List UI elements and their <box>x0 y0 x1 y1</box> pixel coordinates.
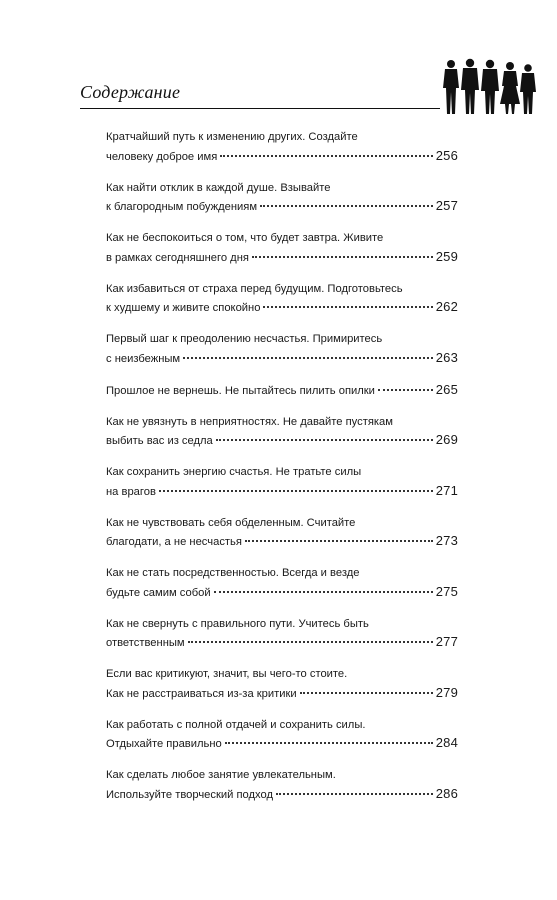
page-number: 256 <box>435 147 458 163</box>
page-number: 277 <box>435 634 458 649</box>
dot-leader <box>300 692 433 694</box>
toc-entry-lastline <box>106 785 458 805</box>
toc-entry[interactable] <box>106 716 458 754</box>
toc-entry-text: с неизбежным <box>106 352 181 365</box>
toc-entry-text: Используйте творческий подход <box>106 788 274 801</box>
toc-entry-line: Как не беспокоиться о том, что будет завтра. Живите <box>106 232 384 244</box>
toc-entry-text: будьте самим собой <box>106 586 211 599</box>
toc-entry-text: в рамках сегодняшнего дня <box>106 251 249 264</box>
toc-entry-line: Если вас критикуют, значит, вы чего-то стоите. <box>106 668 348 680</box>
table-of-contents <box>106 128 458 817</box>
page-number: 263 <box>435 349 458 365</box>
toc-entry-line: Как сделать любое занятие увлекательным. <box>106 769 336 781</box>
page-number: 269 <box>435 432 458 447</box>
dot-leader <box>260 205 433 207</box>
toc-entry-text: ответственным <box>106 637 185 649</box>
dot-leader <box>159 490 433 492</box>
toc-entry[interactable] <box>106 665 458 703</box>
dot-leader <box>276 793 433 795</box>
toc-entry-lastline <box>106 734 458 754</box>
toc-entry-line: Как сохранить энергию счастья. Не тратьте силы <box>106 466 362 478</box>
dot-leader <box>378 389 433 391</box>
page-number: 271 <box>435 482 458 498</box>
toc-entry-text: Отдыхайте правильно <box>106 738 222 750</box>
toc-entry-lastline <box>106 482 458 502</box>
toc-entry[interactable] <box>106 179 458 217</box>
toc-entry-text: к худшему и живите спокойно <box>106 302 261 314</box>
toc-entry-line: Первый шаг к преодолению несчастья. Примиритесь <box>106 333 383 345</box>
toc-entry-text: человеку доброе имя <box>106 150 218 163</box>
toc-entry-text: Прошлое не вернешь. Не пытайтесь пилить опилки <box>106 384 375 397</box>
toc-entry[interactable] <box>106 128 458 166</box>
toc-entry[interactable] <box>106 564 458 602</box>
toc-entry-text: на врагов <box>106 485 156 498</box>
toc-entry-line: Как не свернуть с правильного пути. Учитесь быть <box>106 617 369 630</box>
toc-entry[interactable] <box>106 229 458 267</box>
toc-entry[interactable] <box>106 330 458 368</box>
page-number: 273 <box>435 533 458 548</box>
toc-entry-lastline <box>106 248 458 268</box>
page-header <box>80 58 480 110</box>
toc-entry[interactable] <box>106 280 458 318</box>
toc-entry[interactable] <box>106 514 458 552</box>
toc-entry-lastline <box>106 197 458 217</box>
toc-entry-lastline <box>106 532 458 552</box>
dot-leader <box>214 591 433 593</box>
page-number: 286 <box>435 785 458 801</box>
toc-entry-lastline <box>106 381 458 401</box>
page-number: 265 <box>435 381 458 397</box>
toc-entry-lastline <box>106 431 458 451</box>
toc-entry-line: Как избавиться от страха перед будущим. Подготовьтесь <box>106 282 403 295</box>
dot-leader <box>216 439 433 441</box>
dot-leader <box>225 742 433 744</box>
toc-entry-text: Как не расстраиваться из-за критики <box>106 687 297 700</box>
toc-entry-lastline <box>106 684 458 704</box>
toc-entry-line: Как найти отклик в каждой душе. Взывайте <box>106 181 331 194</box>
toc-entry-lastline <box>106 633 458 653</box>
toc-entry[interactable] <box>106 381 458 401</box>
section-title: Содержание <box>80 82 181 102</box>
page-number: 284 <box>435 735 458 750</box>
toc-entry-line: Кратчайший путь к изменению других. Создайте <box>106 131 358 143</box>
dot-leader <box>220 155 432 157</box>
toc-entry-text: выбить вас из седла <box>106 435 213 447</box>
dot-leader <box>263 306 432 308</box>
dot-leader <box>252 256 433 258</box>
dot-leader <box>245 540 433 542</box>
toc-entry-line: Как не увязнуть в неприятностях. Не давайте пустякам <box>106 415 393 428</box>
toc-entry[interactable] <box>106 615 458 653</box>
dot-leader <box>188 641 433 643</box>
toc-entry[interactable] <box>106 463 458 501</box>
toc-entry-line: Как не стать посредственностью. Всегда и везде <box>106 567 360 579</box>
toc-entry-lastline <box>106 349 458 369</box>
toc-entry-line: Как не чувствовать себя обделенным. Считайте <box>106 516 356 529</box>
toc-entry-lastline <box>106 147 458 167</box>
dot-leader <box>183 357 433 359</box>
page-number: 279 <box>435 684 458 700</box>
toc-entry-line: Как работать с полной отдачей и сохранить силы. <box>106 718 366 731</box>
toc-entry[interactable] <box>106 413 458 451</box>
header-rule <box>80 108 440 109</box>
toc-entry-text: к благородным побуждениям <box>106 201 258 213</box>
toc-entry-lastline <box>106 298 458 318</box>
toc-entry-text: благодати, а не несчастья <box>106 536 242 548</box>
business-people-silhouette-icon <box>440 58 536 116</box>
toc-entry[interactable] <box>106 766 458 804</box>
page-number: 259 <box>435 248 458 264</box>
page-number: 257 <box>435 198 458 213</box>
page-number: 275 <box>435 583 458 599</box>
toc-entry-lastline <box>106 583 458 603</box>
page-number: 262 <box>435 299 458 314</box>
